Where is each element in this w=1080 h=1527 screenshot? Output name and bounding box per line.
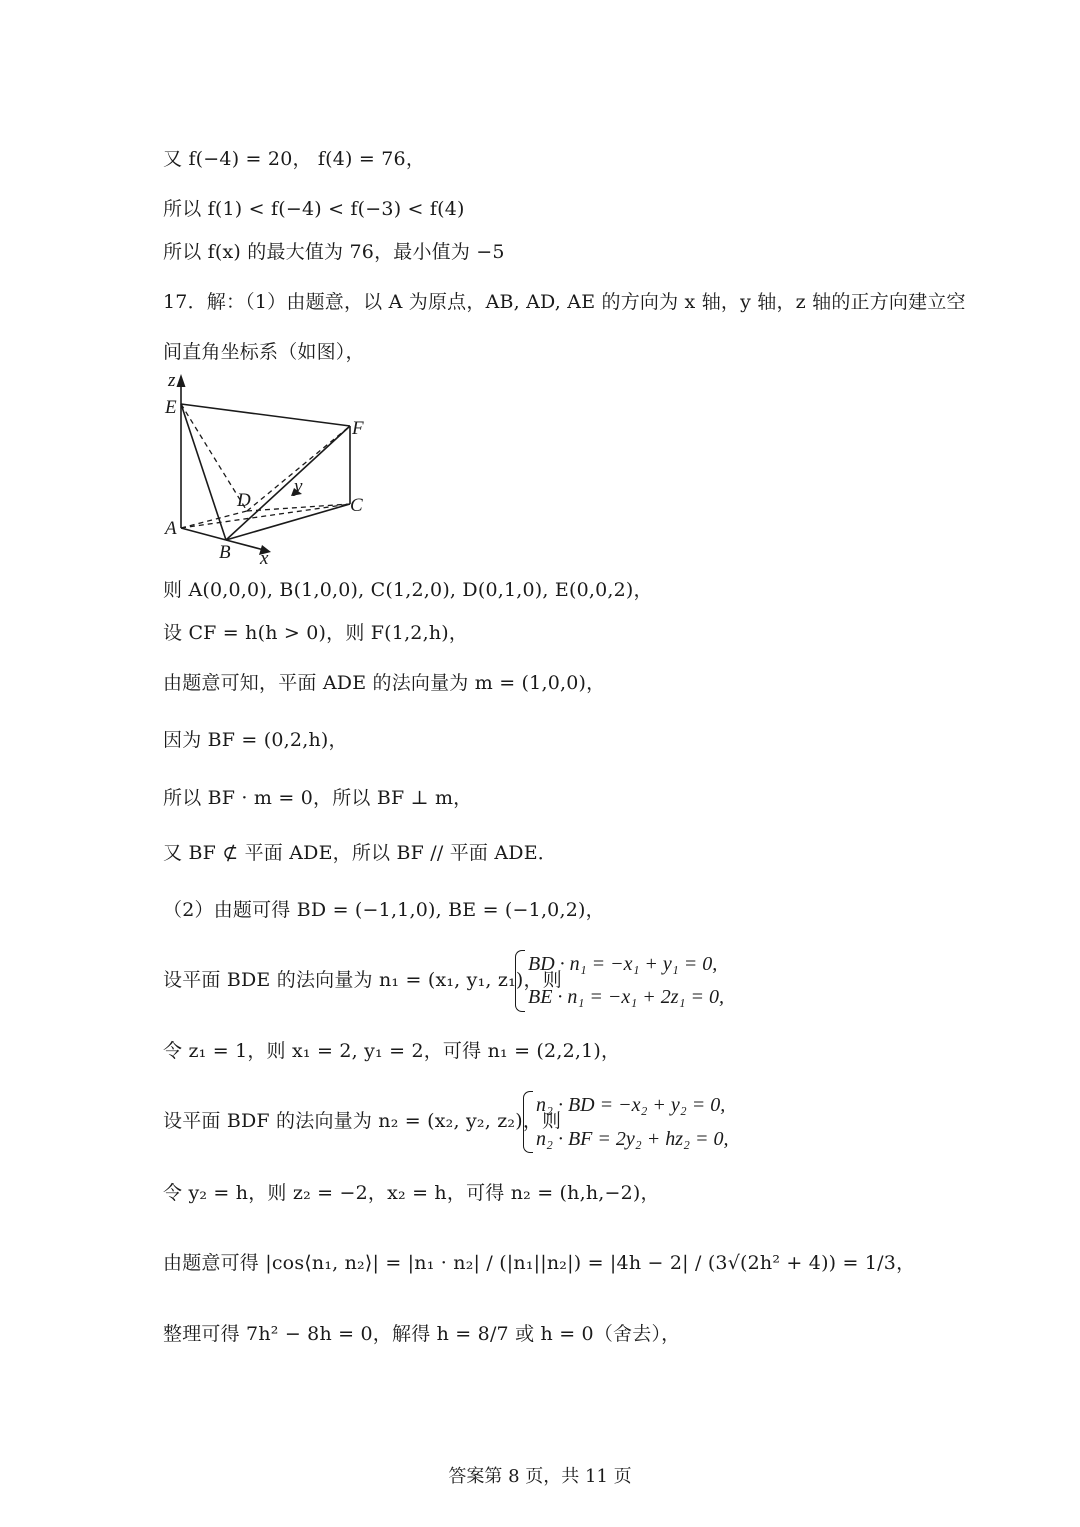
text-line-3: 所以 f(x) 的最大值为 76，最小值为 −5 <box>163 241 505 263</box>
label-E: E <box>165 397 177 418</box>
left-brace-icon <box>515 950 525 1012</box>
edge-DF-dashed <box>247 426 350 511</box>
text-line-5: 间直角坐标系（如图）， <box>163 341 365 363</box>
z-axis-arrow-icon <box>177 374 186 387</box>
text-line-8: 由题意可知，平面 ADE 的法向量为 m = (1,0,0)， <box>163 672 606 694</box>
part-2-heading: （2）由题可得 BD = (−1,1,0), BE = (−1,0,2)， <box>163 899 605 921</box>
text-line-2: 所以 f(1) < f(−4) < f(−3) < f(4) <box>163 198 465 220</box>
text-line-16: 令 y₂ = h，则 z₂ = −2，x₂ = h，可得 n₂ = (h,h,−2)， <box>163 1182 660 1204</box>
diagonal-AC-dashed <box>181 504 350 528</box>
edge-BF <box>226 426 350 540</box>
system2-eq1: n₂ · BD = −x₂ + y₂ = 0, <box>536 1094 726 1116</box>
label-C: C <box>350 495 363 516</box>
text-line-11: 又 BF ⊄ 平面 ADE，所以 BF // 平面 ADE． <box>163 842 557 864</box>
problem-17-heading: 17．解：（1）由题意，以 A 为原点，AB, AD, AE 的方向为 x 轴，y 轴，z 轴的正方向建立空 <box>163 291 966 313</box>
label-x: x <box>260 548 269 568</box>
label-z: z <box>168 370 176 391</box>
text-line-10: 所以 BF · m = 0，所以 BF ⊥ m， <box>163 787 473 809</box>
text-line-15: 设平面 BDF 的法向量为 n₂ = (x₂, y₂, z₂)，则 <box>163 1110 562 1132</box>
label-F: F <box>352 418 364 439</box>
label-y: y <box>294 476 303 497</box>
label-A: A <box>165 518 177 539</box>
label-D: D <box>237 490 251 511</box>
edge-EF <box>181 404 350 426</box>
text-line-18: 整理可得 7h² − 8h = 0，解得 h = 8/7 或 h = 0（舍去）， <box>163 1323 681 1345</box>
label-B: B <box>219 542 231 563</box>
geometry-figure <box>160 368 380 568</box>
text-line-13: 设平面 BDE 的法向量为 n₁ = (x₁, y₁, z₁)，则 <box>163 969 562 991</box>
text-line-9: 因为 BF = (0,2,h)， <box>163 729 348 751</box>
page-footer: 答案第 8 页，共 11 页 <box>448 1466 632 1487</box>
text-line-14: 令 z₁ = 1，则 x₁ = 2, y₁ = 2，可得 n₁ = (2,2,1)， <box>163 1040 621 1062</box>
text-line-6: 则 A(0,0,0), B(1,0,0), C(1,2,0), D(0,1,0), E(0,0,2)， <box>163 579 653 601</box>
x-axis-line <box>226 540 264 550</box>
text-line-7: 设 CF = h(h > 0)，则 F(1,2,h)， <box>163 622 469 644</box>
system1-eq2: BE · n₁ = −x₁ + 2z₁ = 0, <box>528 986 724 1008</box>
left-brace-icon-2 <box>523 1091 533 1153</box>
system1-eq1: BD · n₁ = −x₁ + y₁ = 0, <box>528 953 718 975</box>
text-line-1: 又 f(−4) = 20， f(4) = 76， <box>163 148 426 170</box>
text-line-17: 由题意可得 |cos⟨n₁, n₂⟩| = |n₁ · n₂| / (|n₁||n₂|) = |4h − 2| / (3√(2h² + 4)) = 1/3， <box>163 1252 916 1274</box>
system2-eq2: n₂ · BF = 2y₂ + hz₂ = 0, <box>536 1128 729 1150</box>
edge-BE <box>181 404 226 540</box>
edge-AB <box>181 528 226 540</box>
